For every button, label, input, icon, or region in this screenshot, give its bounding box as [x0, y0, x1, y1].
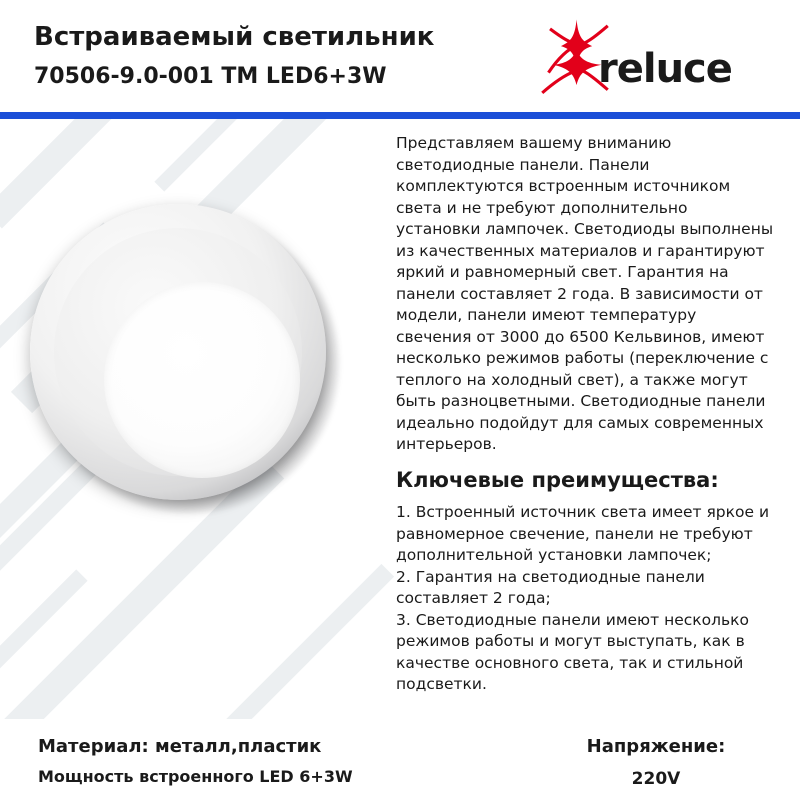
footer-voltage	[546, 736, 766, 789]
voltage-value: 220V	[631, 769, 681, 789]
advantages-list	[396, 502, 780, 696]
lamp-outer-ring	[30, 204, 326, 500]
footer-specs	[38, 736, 518, 786]
list-item: 2. Гарантия на светодиодные панели составляет 2 года;	[396, 567, 705, 607]
list-item: 1. Встроенный источник света имеет яркое и равномерное свечение, панели не требуют дополнительной установки лампочек;	[396, 503, 770, 564]
lamp-middle-ring	[54, 228, 302, 476]
voltage-label: Напряжение:	[586, 736, 726, 757]
material-label: Материал: металл,пластик	[38, 736, 322, 757]
product-description: Представляем вашему вниманию светодиодные панели. Панели комплектуются встроенным источником света и не требуют дополнительно установки лампочек. Светодиоды выполнены из качественных материалов и гарантируют яркий и равномерный свет. Гарантия на панели составляет 2 года. В зависимости от модели, панели имеют температуру свечения от 3000 до 6500 Кельвинов, имеют несколько режимов работы (переключение с теплого на холодный свет), а также могут быть разноцветными. Светодиодные панели идеально подойдут для самых современных интерьеров.	[396, 134, 774, 453]
power-label: Мощность встроенного LED 6+3W	[38, 767, 353, 786]
header	[0, 0, 800, 112]
accent-divider	[0, 112, 800, 119]
advantages-title: Ключевые преимущества:	[396, 468, 719, 492]
footer	[0, 719, 800, 800]
brand-logo	[536, 18, 776, 96]
lamp-light-panel	[104, 282, 300, 478]
product-code: 70506-9.0-001 TM LED6+3W	[34, 64, 387, 89]
brand-name: reluce	[598, 46, 732, 92]
product-image	[22, 196, 362, 536]
list-item: 3. Светодиодные панели имеют несколько режимов работы и могут выступать, как в качестве основного света, так и стильной подсветки.	[396, 610, 749, 693]
page-title: Встраиваемый светильник	[34, 22, 435, 52]
